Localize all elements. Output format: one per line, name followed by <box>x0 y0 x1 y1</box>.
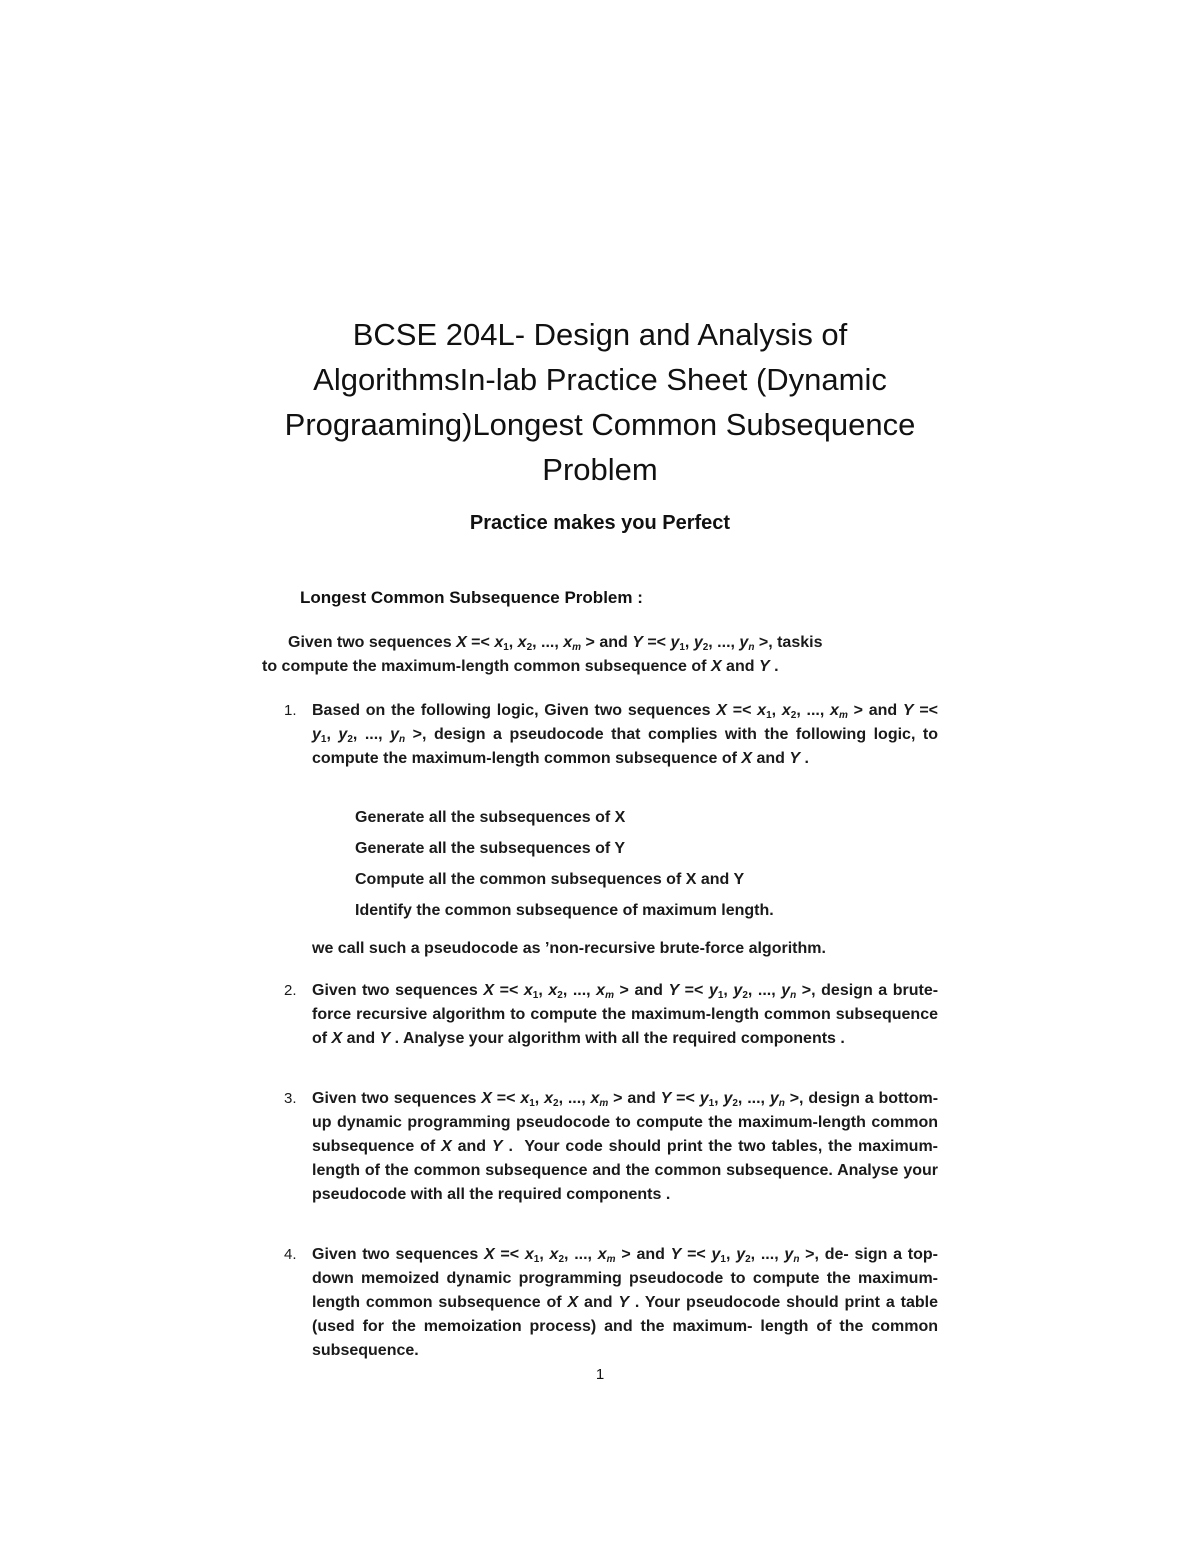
intro-paragraph <box>262 631 940 679</box>
intro-line-1: Given two sequences $X =< x_1$, $x_2$, ..., $x_m$ > and $Y =< y_1$, $y_2$, ..., $y_n$ >, taskis <box>288 634 823 653</box>
section-heading: Longest Common Subsequence Problem : <box>300 588 643 607</box>
title-line-1: BCSE 204L- Design and Analysis of <box>352 317 848 352</box>
document-subtitle: Practice makes you Perfect <box>469 512 731 534</box>
brute-force-note: we call such a pseudocode as ’non-recursive brute-force algorithm. <box>312 940 826 957</box>
step-1: Generate all the subsequences of X <box>355 809 626 826</box>
step-4: Identify the common subsequence of maximum length. <box>355 902 774 919</box>
question-4-text: Given two sequences $X =< x_1$, $x_2$, ..., $x_m$ > and $Y =< y_1$, $y_2$, ..., $y_n$ >, de- sign a top-down memoized dynamic programming pseudocode to compute the maximum-length common subsequence of X and Y . Your pseudocode should print a table (used for the memoization process) and the maximum- length of the common subsequence. <box>312 1246 938 1359</box>
title-line-3: Prograaming)Longest Common Subsequence <box>284 407 916 442</box>
question-3-text: Given two sequences $X =< x_1$, $x_2$, ..., $x_m$ > and $Y =< y_1$, $y_2$, ..., $y_n$ >, design a bottom-up dynamic programming pseudocode to compute the maximum-length common subsequence of X and Y . Your code should print the two tables, the maximum-length of the common subsequence and the common subsequence. Analyse your pseudocode with all the required components . <box>312 1090 939 1203</box>
step-2: Generate all the subsequences of Y <box>355 840 626 857</box>
question-2-number: 2. <box>284 982 297 999</box>
title-line-2: AlgorithmsIn-lab Practice Sheet (Dynamic <box>313 362 887 397</box>
question-3-number: 3. <box>284 1090 297 1107</box>
step-3: Compute all the common subsequences of X and Y <box>355 871 745 888</box>
question-1-number: 1. <box>284 702 297 719</box>
question-2-text: Given two sequences $X =< x_1$, $x_2$, ..., $x_m$ > and $Y =< y_1$, $y_2$, ..., $y_n$ >, design a brute-force recursive algorithm to compute the maximum-length common subsequence of X and Y . Analyse your algorithm with all the required components . <box>312 982 939 1047</box>
intro-line-2: to compute the maximum-length common subsequence of X and Y . <box>262 658 779 675</box>
question-4-number: 4. <box>284 1246 297 1263</box>
page-number: 1 <box>595 1366 605 1383</box>
title-line-4: Problem <box>542 452 658 487</box>
question-1-text: Based on the following logic, Given two sequences $X =< x_1$, $x_2$, ..., $x_m$ > and $Y =< y_1$, $y_2$, ..., $y_n$ >, design a pseudocode that complies with the following logic, to compute the maximum-length common subsequence of X and Y . <box>312 702 939 767</box>
document-title <box>250 312 950 492</box>
